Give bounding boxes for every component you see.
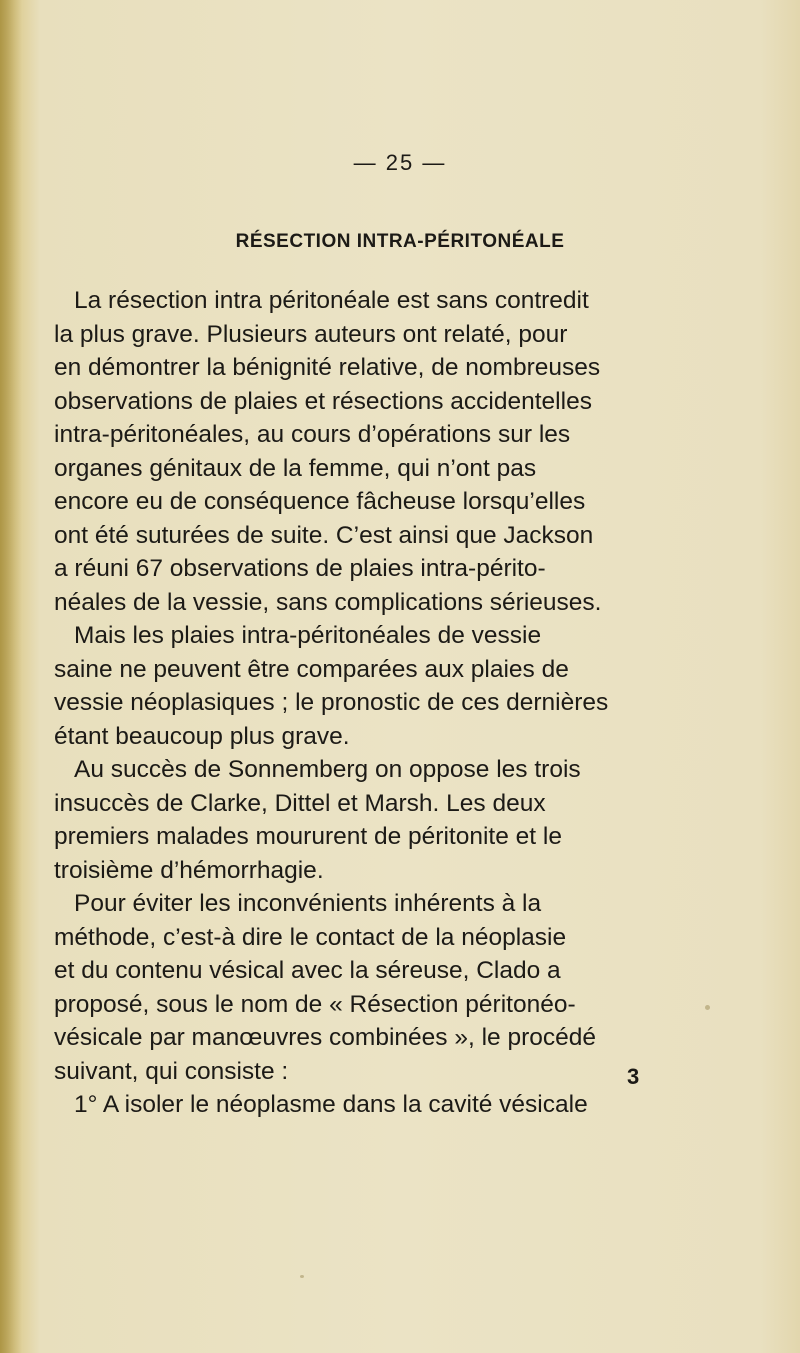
text-line: intra-péritonéales, au cours d’opérations sur les bbox=[54, 421, 571, 448]
text-line: néales de la vessie, sans complications sérieuses. bbox=[54, 588, 602, 616]
text-line: étant beaucoup plus grave. bbox=[54, 722, 350, 750]
text-line: vessie néoplasiques ; le pronostic de ces dernières bbox=[54, 689, 609, 716]
text-line: encore eu de conséquence fâcheuse lorsqu’elles bbox=[54, 488, 586, 515]
page-number: — 25 — bbox=[353, 150, 447, 175]
text-line: Mais les plaies intra-péritonéales de vessie bbox=[74, 622, 542, 649]
text-line: premiers malades moururent de péritonite et le bbox=[54, 823, 562, 850]
text-line: organes génitaux de la femme, qui n’ont pas bbox=[54, 454, 537, 482]
text-line: proposé, sous le nom de « Résection péritonéo- bbox=[54, 990, 576, 1018]
text-line: Pour éviter les inconvénients inhérents à la bbox=[74, 890, 542, 917]
text-line: Au succès de Sonnemberg on oppose les trois bbox=[74, 756, 581, 783]
text-line: troisième d’hémorrhagie. bbox=[54, 856, 324, 884]
text-line: ont été suturées de suite. C’est ainsi que Jackson bbox=[54, 521, 594, 549]
text-line: a réuni 67 observations de plaies intra-périto- bbox=[54, 555, 546, 582]
text-line: la plus grave. Plusieurs auteurs ont relaté, pour bbox=[54, 320, 568, 348]
text-line: vésicale par manœuvres combinées », le procédé bbox=[54, 1024, 596, 1051]
text-line: méthode, c’est-à dire le contact de la néoplasie bbox=[54, 923, 567, 951]
page-edge-shadow bbox=[0, 0, 22, 1353]
text-line: suivant, qui consiste : bbox=[54, 1057, 289, 1085]
section-heading: RÉSECTION INTRA-PÉRITONÉALE bbox=[235, 231, 565, 252]
signature-mark: 3 bbox=[627, 1064, 640, 1089]
text-line: La résection intra péritonéale est sans contredit bbox=[74, 287, 589, 314]
text-line: observations de plaies et résections accidentelles bbox=[54, 387, 592, 415]
body-text bbox=[54, 284, 734, 1122]
text-line: en démontrer la bénignité relative, de nombreuses bbox=[54, 354, 601, 381]
paper-stain bbox=[300, 1275, 304, 1278]
text-line: saine ne peuvent être comparées aux plaies de bbox=[54, 655, 569, 683]
text-line: 1° A isoler le néoplasme dans la cavité vésicale bbox=[74, 1091, 588, 1118]
text-line: et du contenu vésical avec la séreuse, Clado a bbox=[54, 957, 561, 984]
text-line: insuccès de Clarke, Dittel et Marsh. Les deux bbox=[54, 789, 546, 817]
